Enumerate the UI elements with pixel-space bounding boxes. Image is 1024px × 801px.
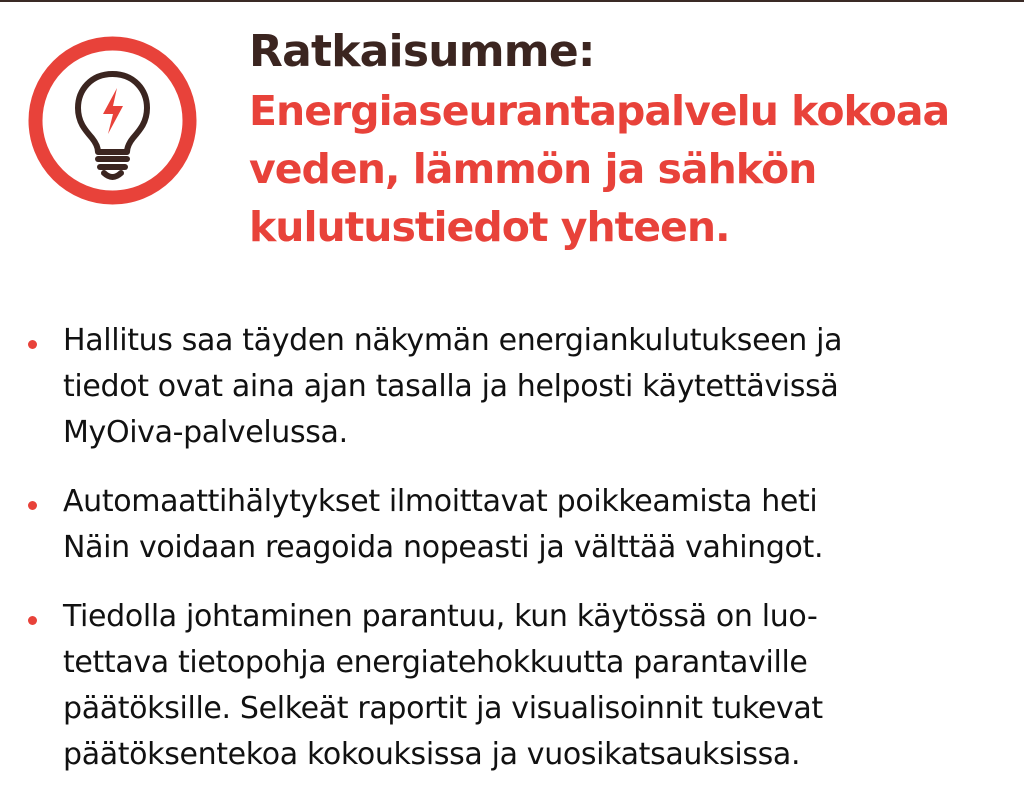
heading-title xyxy=(249,82,1019,256)
bullet-list xyxy=(28,318,1008,801)
bullet-marker xyxy=(28,616,37,625)
heading-title-line: Energiaseurantapalvelu kokoaa xyxy=(249,87,950,135)
bullet-line: tiedot ovat aina ajan tasalla ja helposti käytettävissä xyxy=(63,369,839,404)
heading-block xyxy=(249,24,1019,256)
bullet-item xyxy=(28,479,1008,571)
lightbulb-lightning-icon xyxy=(26,34,199,207)
bullet-line: Näin voidaan reagoida nopeasti ja välttää vahingot. xyxy=(63,530,824,565)
bulb-tip xyxy=(104,173,121,177)
heading-label: Ratkaisumme: xyxy=(249,26,595,77)
bullet-line: päätöksille. Selkeät raportit ja visualisoinnit tukevat xyxy=(63,691,823,726)
bullet-text xyxy=(63,479,1008,571)
heading-title-line: kulutustiedot yhteen. xyxy=(249,203,730,251)
bullet-line: Hallitus saa täyden näkymän energiankulutukseen ja xyxy=(63,323,843,358)
heading-title-line: veden, lämmön ja sähkön xyxy=(249,145,817,193)
bullet-line: MyOiva-palvelussa. xyxy=(63,415,348,450)
top-divider xyxy=(0,0,1024,2)
bullet-line: Automaattihälytykset ilmoittavat poikkeamista heti xyxy=(63,484,818,519)
lightbulb-icon-graphic xyxy=(26,34,199,207)
bullet-text xyxy=(63,594,1008,778)
bullet-line: tettava tietopohja energiatehokkuutta parantaville xyxy=(63,645,808,680)
bullet-line: päätöksentekoa kokouksissa ja vuosikatsauksissa. xyxy=(63,737,801,772)
lightning-bolt xyxy=(103,88,123,134)
bullet-marker xyxy=(28,501,37,510)
bullet-marker xyxy=(28,340,37,349)
bullet-item xyxy=(28,594,1008,778)
bullet-line: Tiedolla johtaminen parantuu, kun käytössä on luo- xyxy=(63,599,818,634)
bullet-text xyxy=(63,318,1008,456)
bullet-item xyxy=(28,318,1008,456)
